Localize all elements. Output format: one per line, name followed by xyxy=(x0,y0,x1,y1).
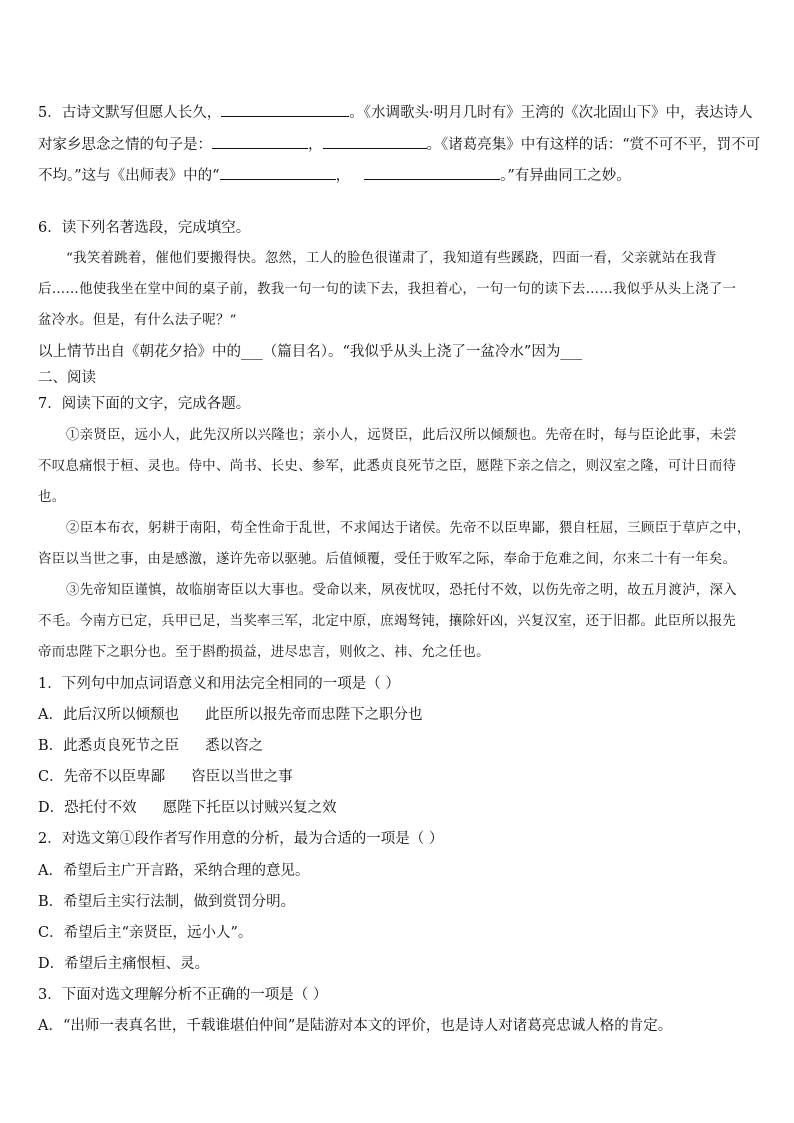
fill-blank[interactable] xyxy=(220,165,336,180)
option-text: 悉以咨之 xyxy=(205,738,264,754)
q6-excerpt-line: “我笑着跳着，催他们要搬得快。忽然，工人的脸色很谨肃了，我知道有些蹊跷，四面一看，父亲就站在我背 xyxy=(66,251,717,266)
q6-title: 6．读下列名著选段，完成填空。 xyxy=(38,220,251,236)
option-text: C．先帝不以臣卑鄙 xyxy=(38,769,166,785)
q5-text: ， xyxy=(335,168,351,184)
q5-text: 不均。”这与《出师表》中的“ xyxy=(38,168,220,184)
fill-blank[interactable] xyxy=(364,165,500,180)
q6-excerpt-line: 盆冷水。但是，有什么法子呢？” xyxy=(38,313,237,328)
passage-line: 不叹息痛恨于桓、灵也。侍中、尚书、长史、参军，此悉贞良死节之臣，愿陛下亲之信之，则汉室之隆，可计日而待 xyxy=(38,459,737,474)
q5-text: 。《水调歌头·明月几时有》王湾的《次北固山下》中，表达诗人 xyxy=(349,105,753,121)
option-c[interactable]: C．希望后主“亲贤臣，远小人”。 xyxy=(38,925,253,941)
option-d[interactable]: D．希望后主痛恨桓、灵。 xyxy=(38,956,210,972)
option-b[interactable]: B．希望后主实行法制，做到赏罚分明。 xyxy=(38,894,296,910)
sub1-question: 1．下列句中加点词语意义和用法完全相同的一项是（ ） xyxy=(38,676,400,692)
q5-line-1 xyxy=(38,102,753,123)
option-a[interactable]: A．“出师一表真名世，千载谁堪伯仲间”是陆游对本文的评价，也是诗人对诸葛亮忠诚人格的肯定。 xyxy=(38,1018,673,1034)
option-text: B．此悉贞良死节之臣 xyxy=(38,738,180,754)
fill-blank[interactable] xyxy=(323,134,427,149)
option-text: 愿陛下托臣以讨贼兴复之效 xyxy=(162,800,337,816)
option-d[interactable] xyxy=(38,798,337,818)
q5-text: ， xyxy=(308,137,323,153)
q7-title: 7．阅读下面的文字，完成各题。 xyxy=(38,396,251,412)
q5-text: 5．古诗文默写但愿人长久， xyxy=(38,105,222,121)
option-a[interactable]: A．希望后主广开言路，采纳合理的意见。 xyxy=(38,863,310,879)
option-c[interactable] xyxy=(38,767,293,787)
option-text: D．恐托付不效 xyxy=(38,800,137,816)
passage-line: 不毛。今南方已定，兵甲已足，当奖率三军，北定中原，庶竭驽钝，攘除奸凶，兴复汉室，还于旧都。此臣所以报先 xyxy=(38,614,737,629)
passage-line: ③先帝知臣谨慎，故临崩寄臣以大事也。受命以来，夙夜忧叹，恐托付不效，以伤先帝之明，故五月渡泸，深入 xyxy=(66,583,737,598)
passage-line: 帝而忠陛下之职分也。至于斟酌损益，进尽忠言，则攸之、祎、允之任也。 xyxy=(38,645,490,660)
sub2-question: 2．对选文第①段作者写作用意的分析，最为合适的一项是（ ） xyxy=(38,831,444,847)
q5-line-2 xyxy=(38,134,760,155)
passage-line: 也。 xyxy=(38,490,66,505)
q5-text: 对家乡思念之情的句子是： xyxy=(38,137,212,153)
passage-line: 咨臣以当世之事，由是感激，遂许先帝以驱驰。后值倾覆，受任于败军之际，奉命于危难之间，尔来二十有一年矣。 xyxy=(38,552,737,567)
q5-text: 。”有异曲同工之妙。 xyxy=(500,168,631,184)
option-text: A．此后汉所以倾颓也 xyxy=(38,707,179,723)
q6-excerpt-line: 后……他使我坐在堂中间的桌子前，教我一句一句的读下去，我担着心，一句一句的读下去……我似乎从头上浇了一 xyxy=(38,282,737,297)
option-text: 咨臣以当世之事 xyxy=(191,769,293,785)
option-text: 此臣所以报先帝而忠陛下之职分也 xyxy=(204,707,423,723)
fill-blank[interactable] xyxy=(212,134,308,149)
fill-blank[interactable] xyxy=(221,102,349,117)
passage-line: ①亲贤臣，远小人，此先汉所以兴隆也；亲小人，远贤臣，此后汉所以倾颓也。先帝在时，每与臣论此事，未尝 xyxy=(66,428,737,443)
q5-text: 。《诸葛亮集》中有这样的话：“赏不可不平，罚不可 xyxy=(426,137,761,153)
section-heading: 二、阅读 xyxy=(38,370,96,386)
q5-line-3 xyxy=(38,165,631,186)
sub3-question: 3．下面对选文理解分析不正确的一项是（ ） xyxy=(38,987,328,1003)
passage-line: ②臣本布衣，躬耕于南阳，苟全性命于乱世，不求闻达于诸侯。先帝不以臣卑鄙，猥自枉屈，三顾臣于草庐之中， xyxy=(66,521,751,536)
option-b[interactable] xyxy=(38,736,263,756)
q6-question: 以上情节出自《朝花夕拾》中的___（篇目名）。“我似乎从头上浇了一盆冷水”因为___ xyxy=(38,344,583,360)
option-a[interactable] xyxy=(38,705,422,725)
